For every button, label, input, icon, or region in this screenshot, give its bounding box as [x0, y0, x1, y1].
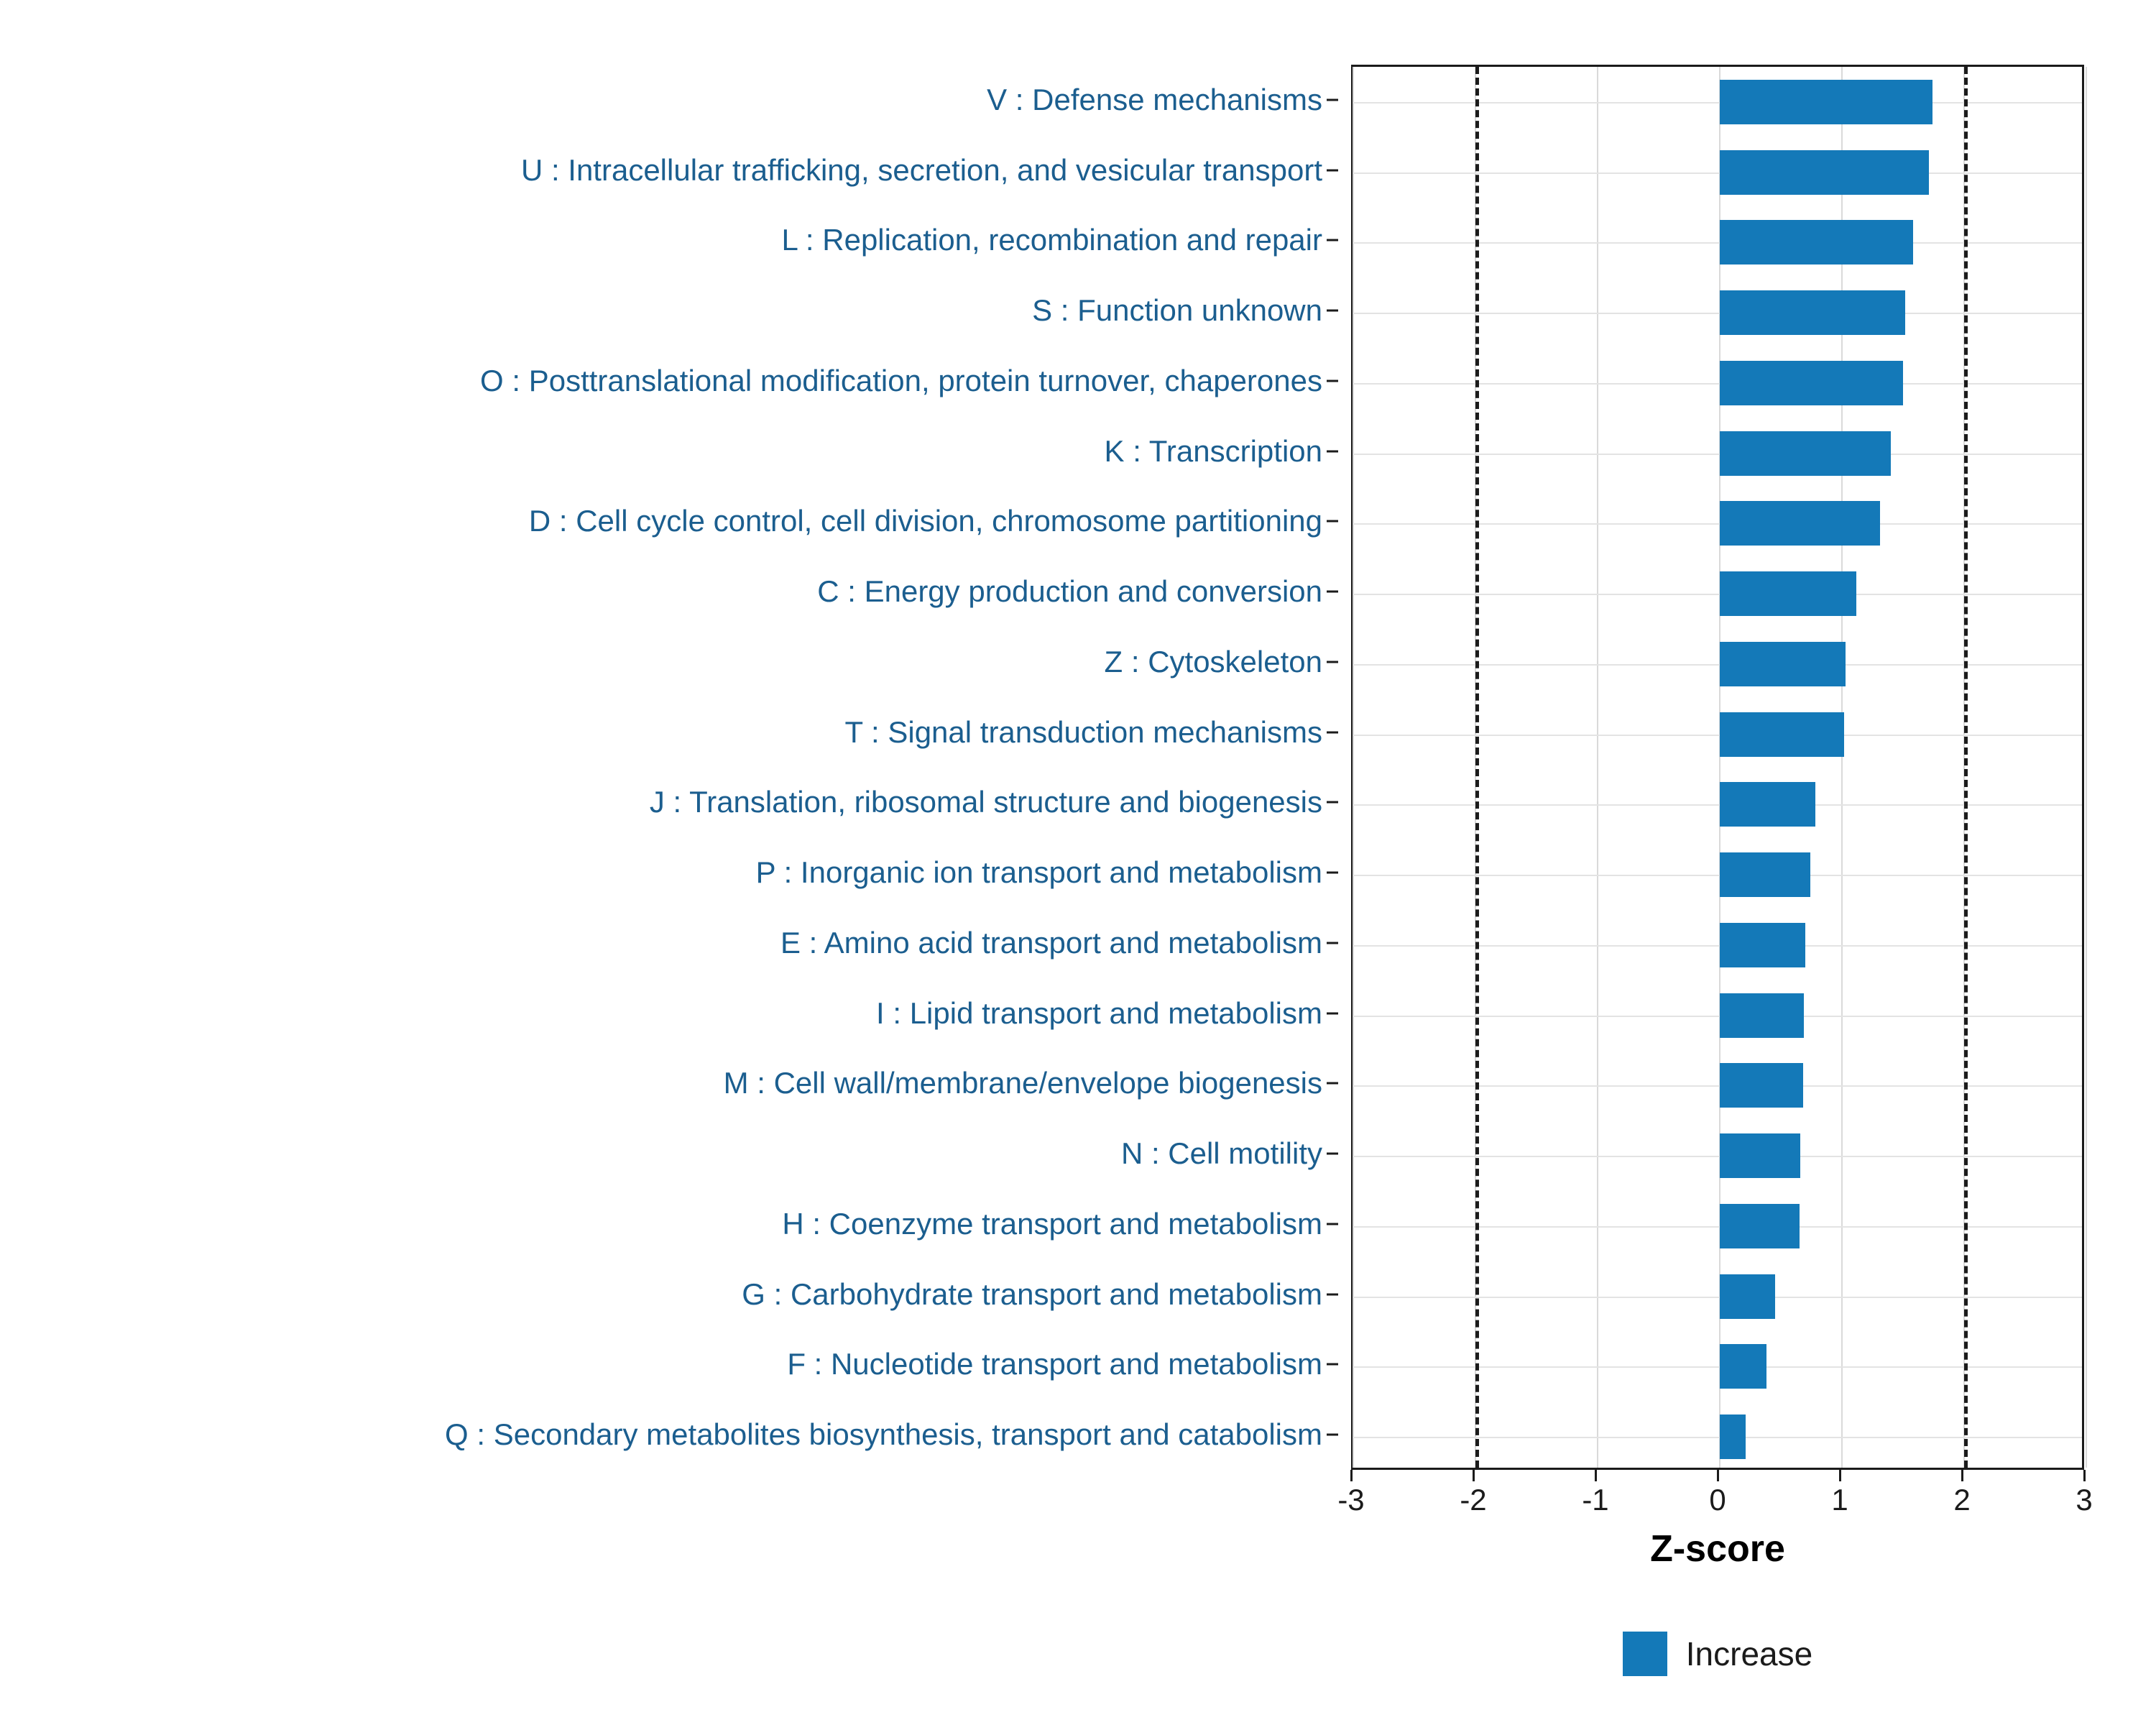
y-axis-tick-mark — [1327, 520, 1338, 523]
gridline-horizontal — [1353, 172, 2082, 174]
category-label: T : Signal transduction mechanisms — [844, 714, 1322, 749]
y-axis-tick-mark — [1327, 380, 1338, 382]
x-axis-tick-mark — [1473, 1470, 1475, 1481]
category-label: E : Amino acid transport and metabolism — [780, 925, 1322, 960]
bar — [1720, 782, 1815, 827]
category-label: M : Cell wall/membrane/envelope biogenesis — [723, 1066, 1322, 1100]
bar — [1720, 923, 1805, 967]
chart-legend — [1351, 1632, 2084, 1676]
gridline-vertical — [1841, 67, 1843, 1468]
y-axis-tick-mark — [1327, 310, 1338, 312]
y-axis-tick-mark — [1327, 1082, 1338, 1085]
bar — [1720, 1204, 1800, 1248]
gridline-horizontal — [1353, 664, 2082, 666]
category-label: I : Lipid transport and metabolism — [876, 995, 1322, 1030]
gridline-horizontal — [1353, 594, 2082, 595]
gridline-horizontal — [1353, 1156, 2082, 1157]
y-axis-tick-mark — [1327, 239, 1338, 242]
bar — [1720, 220, 1913, 264]
x-axis-tick-label: 1 — [1831, 1483, 1848, 1517]
bar — [1720, 80, 1932, 124]
bar — [1720, 1274, 1775, 1319]
x-axis-tick-mark — [1717, 1470, 1719, 1481]
y-axis-tick-mark — [1327, 1293, 1338, 1295]
gridline-horizontal — [1353, 523, 2082, 525]
x-axis-tick-mark — [1595, 1470, 1597, 1481]
x-axis-tick-label: -2 — [1460, 1483, 1487, 1517]
category-label: Q : Secondary metabolites biosynthesis, transport and catabolism — [445, 1417, 1322, 1452]
y-axis-tick-mark — [1327, 872, 1338, 874]
category-label: P : Inorganic ion transport and metabolism — [755, 855, 1322, 890]
gridline-horizontal — [1353, 313, 2082, 314]
gridline-horizontal — [1353, 1085, 2082, 1087]
category-label: S : Function unknown — [1032, 293, 1322, 328]
category-axis-labels — [0, 65, 1338, 1470]
legend-label-increase: Increase — [1685, 1635, 1813, 1673]
y-axis-tick-mark — [1327, 1153, 1338, 1155]
category-label: C : Energy production and conversion — [817, 574, 1322, 609]
bar — [1720, 1414, 1746, 1459]
bar — [1720, 150, 1929, 195]
reference-line — [1475, 67, 1479, 1468]
gridline-horizontal — [1353, 1297, 2082, 1298]
y-axis-tick-mark — [1327, 450, 1338, 452]
gridline-horizontal — [1353, 383, 2082, 385]
category-label: H : Coenzyme transport and metabolism — [782, 1206, 1322, 1241]
x-axis-tick-label: 3 — [2076, 1483, 2093, 1517]
bar — [1720, 852, 1810, 897]
category-label: D : Cell cycle control, cell division, chromosome partitioning — [528, 504, 1322, 538]
gridline-horizontal — [1353, 804, 2082, 806]
category-label: K : Transcription — [1104, 433, 1322, 468]
bar — [1720, 642, 1846, 686]
y-axis-tick-mark — [1327, 661, 1338, 663]
x-axis-ticks — [1337, 1470, 2093, 1520]
x-axis-title: Z-score — [1650, 1528, 1785, 1570]
x-axis-tick-mark — [1961, 1470, 1963, 1481]
category-label: N : Cell motility — [1120, 1136, 1322, 1171]
x-axis-tick-label: -1 — [1582, 1483, 1609, 1517]
category-label: F : Nucleotide transport and metabolism — [787, 1347, 1322, 1381]
plot-area — [1351, 65, 2084, 1470]
bar — [1720, 361, 1903, 405]
x-axis-tick-mark — [2083, 1470, 2086, 1481]
bar — [1720, 501, 1880, 546]
gridline-horizontal — [1353, 1226, 2082, 1228]
reference-line — [1964, 67, 1968, 1468]
bar — [1720, 1344, 1766, 1389]
x-axis-tick-label: 0 — [1709, 1483, 1726, 1517]
bar — [1720, 431, 1891, 476]
x-axis-tick-label: 2 — [1953, 1483, 1971, 1517]
category-label: Z : Cytoskeleton — [1104, 644, 1322, 678]
bar — [1720, 571, 1856, 616]
x-axis-tick-mark — [1350, 1470, 1353, 1481]
y-axis-tick-mark — [1327, 98, 1338, 101]
y-axis-tick-mark — [1327, 1434, 1338, 1436]
category-label: O : Posttranslational modification, protein turnover, chaperones — [480, 363, 1322, 397]
category-label: L : Replication, recombination and repair — [781, 223, 1322, 257]
category-label: G : Carbohydrate transport and metabolism — [742, 1276, 1322, 1311]
x-axis-tick-mark — [1839, 1470, 1841, 1481]
gridline-vertical — [1719, 67, 1720, 1468]
y-axis-tick-mark — [1327, 1012, 1338, 1014]
x-axis-tick-label: -3 — [1337, 1483, 1365, 1517]
y-axis-tick-mark — [1327, 942, 1338, 944]
gridline-vertical — [2086, 67, 2087, 1468]
y-axis-tick-mark — [1327, 1223, 1338, 1225]
bar — [1720, 1063, 1803, 1108]
y-axis-tick-mark — [1327, 169, 1338, 171]
y-axis-tick-mark — [1327, 1363, 1338, 1366]
legend-swatch-increase — [1623, 1632, 1667, 1676]
gridline-horizontal — [1353, 454, 2082, 455]
gridline-vertical — [1597, 67, 1598, 1468]
gridline-horizontal — [1353, 735, 2082, 736]
gridline-horizontal — [1353, 1016, 2082, 1017]
bar — [1720, 1133, 1800, 1178]
gridline-vertical — [1353, 67, 1354, 1468]
y-axis-tick-mark — [1327, 801, 1338, 804]
category-label: J : Translation, ribosomal structure and biogenesis — [649, 785, 1322, 819]
gridline-horizontal — [1353, 875, 2082, 876]
bar — [1720, 712, 1844, 757]
y-axis-tick-mark — [1327, 731, 1338, 733]
bar — [1720, 290, 1905, 335]
category-label: V : Defense mechanisms — [987, 82, 1322, 116]
bar — [1720, 993, 1804, 1038]
gridline-horizontal — [1353, 102, 2082, 104]
gridline-horizontal — [1353, 945, 2082, 947]
gridline-horizontal — [1353, 1366, 2082, 1368]
gridline-horizontal — [1353, 242, 2082, 244]
category-label: U : Intracellular trafficking, secretion, and vesicular transport — [520, 152, 1322, 187]
gridline-horizontal — [1353, 1437, 2082, 1438]
y-axis-tick-mark — [1327, 591, 1338, 593]
